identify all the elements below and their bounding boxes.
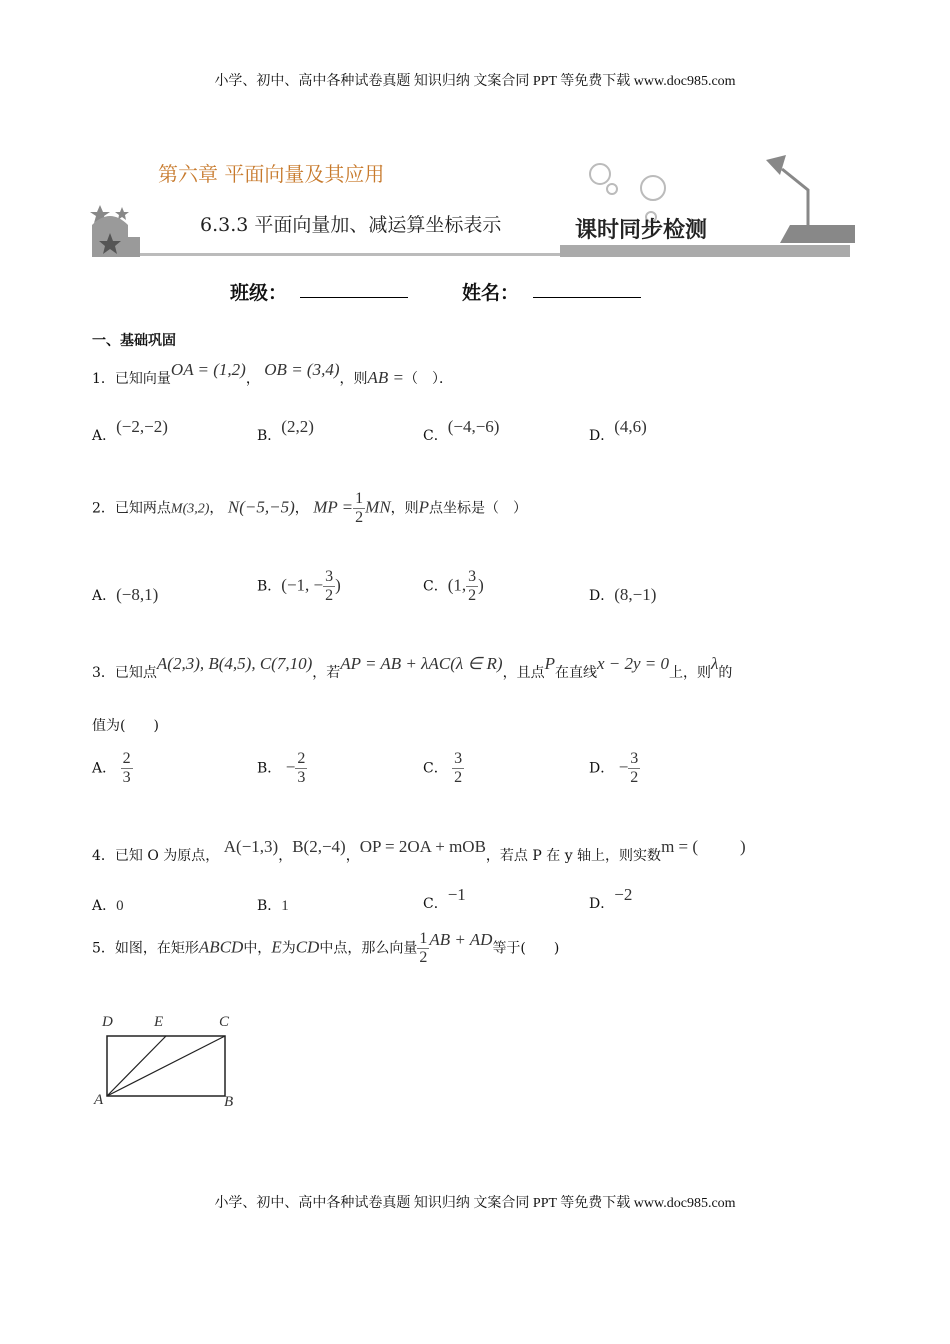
option-value: (2,2) [281, 417, 314, 436]
fraction [417, 930, 429, 967]
option-value: 0 [116, 898, 124, 914]
math: m = ( [661, 837, 699, 856]
math: AB + AD [429, 929, 493, 949]
q-text: ，则 [390, 500, 419, 517]
q-text: 4．已知 O 为原点， [92, 848, 220, 864]
numerator: 3 [325, 568, 334, 585]
question-3-line-2: 值为( ) [92, 718, 159, 734]
class-field[interactable] [300, 297, 408, 298]
q-text: 的 [718, 665, 733, 681]
q-text: ，且点 [502, 665, 545, 681]
name-label: 姓名： [462, 282, 520, 304]
option-value: (4,6) [614, 417, 647, 436]
q-text: ， [278, 848, 293, 864]
numerator: 1 [419, 930, 428, 947]
q-text: 2．已知两点 [92, 500, 171, 517]
q-text: 中点，那么向量 [319, 940, 418, 957]
option-value: −2 [614, 885, 633, 904]
option-label: C． [423, 428, 448, 444]
sign: − [618, 757, 629, 777]
q-text: 5．如图，在矩形 [92, 940, 199, 957]
badge-label: 课时同步检测 [575, 217, 708, 243]
fraction [452, 750, 464, 787]
label-d: D [102, 1014, 113, 1030]
q1-option-a[interactable] [92, 417, 168, 445]
label-a: A [94, 1092, 104, 1108]
q4-option-b[interactable] [257, 895, 289, 915]
q1-option-d[interactable] [589, 417, 647, 445]
q-text: ，则 [339, 371, 368, 387]
option-value: 1 [281, 898, 289, 914]
q-text: ，若点 P 在 y 轴上，则实数 [485, 848, 662, 864]
lamp-icon [766, 155, 786, 175]
question-2 [92, 490, 527, 527]
name-field[interactable] [533, 297, 641, 298]
q2-option-d[interactable] [589, 585, 656, 605]
option-label: C． [423, 896, 448, 912]
fraction [628, 750, 640, 787]
q-text: 点坐标是（ ） [429, 500, 528, 517]
label-c: C [219, 1014, 230, 1030]
math: OB = (3,4) [264, 360, 340, 379]
rectangle-figure [92, 1012, 242, 1112]
label-b: B [224, 1094, 234, 1110]
q4-option-a[interactable] [92, 895, 124, 915]
denominator: 3 [122, 769, 131, 786]
option-value: (8,−1) [614, 585, 657, 604]
fraction [121, 750, 133, 787]
fraction [466, 568, 478, 605]
math: AB = [367, 368, 404, 387]
option-value: (−8,1) [116, 585, 159, 604]
numerator: 3 [454, 750, 463, 767]
section-title: 6.3.3 平面向量加、减运算坐标表示 [200, 214, 502, 236]
class-label: 班级： [230, 282, 288, 304]
denominator: 2 [630, 769, 639, 786]
math: N(−5,−5) [227, 497, 295, 517]
fraction [353, 490, 365, 527]
question-5 [92, 930, 559, 967]
denominator: 2 [454, 769, 463, 786]
numerator: 3 [630, 750, 639, 767]
math: A(−1,3) [223, 837, 279, 856]
question-3 [92, 654, 733, 682]
option-label: C． [423, 760, 448, 777]
denominator: 2 [355, 509, 364, 526]
q-text: 中， [243, 940, 272, 957]
q-text: （ ）． [404, 371, 453, 387]
option-label: B． [257, 760, 282, 777]
q3-option-d[interactable] [589, 750, 640, 787]
option-label: B． [257, 428, 282, 444]
denominator: 3 [297, 769, 306, 786]
denominator: 2 [468, 587, 477, 604]
fraction [295, 750, 307, 787]
math: B(2,−4) [292, 837, 346, 856]
q-text: ， [345, 848, 360, 864]
math: E [271, 937, 282, 957]
q-text: 为 [281, 940, 296, 957]
option-label: D． [589, 428, 615, 444]
math: MP = [313, 497, 354, 517]
option-value: ) [335, 575, 341, 595]
option-label: A． [92, 428, 117, 444]
option-label: D． [589, 896, 615, 912]
q4-option-d[interactable] [589, 885, 633, 913]
option-label: A． [92, 588, 117, 604]
q4-option-c[interactable] [423, 885, 466, 913]
option-value: (−1, − [281, 575, 324, 595]
option-value: −1 [447, 885, 466, 904]
q1-option-c[interactable] [423, 417, 500, 445]
math: M(3,2) [170, 501, 210, 517]
numerator: 3 [468, 568, 477, 585]
q2-option-c[interactable] [423, 568, 484, 605]
q2-option-b[interactable] [257, 568, 341, 605]
math: ABCD [198, 937, 244, 957]
q-text: 1．已知向量 [92, 371, 171, 387]
math: P [544, 654, 555, 673]
option-label: D． [589, 760, 615, 777]
q2-option-a[interactable] [92, 585, 158, 605]
math: OA = (1,2) [170, 360, 246, 379]
math: λ [711, 654, 719, 673]
label-e: E [154, 1014, 164, 1030]
sign: − [285, 757, 296, 777]
numerator: 1 [355, 490, 364, 507]
math: P [418, 497, 430, 517]
question-1 [92, 360, 453, 388]
math: ) [740, 837, 746, 856]
numerator: 2 [122, 750, 131, 767]
q-text: 在直线 [554, 665, 597, 681]
q-text: 等于( ) [492, 940, 560, 957]
math: OP = 2OA + mOB [359, 837, 486, 856]
q1-option-b[interactable] [257, 417, 314, 445]
page-footer: 小学、初中、高中各种试卷真题 知识归纳 文案合同 PPT 等免费下载 www.doc985.com [214, 1196, 736, 1211]
math: A(2,3), B(4,5), C(7,10) [156, 654, 313, 673]
question-4 [92, 837, 746, 865]
option-value: (−2,−2) [116, 417, 168, 436]
option-value: ) [478, 575, 484, 595]
option-label: B． [257, 898, 282, 914]
option-label: D． [589, 588, 615, 604]
fraction [323, 568, 335, 605]
q-text: 3．已知点 [92, 665, 157, 681]
q-text: 上，则 [669, 665, 712, 681]
option-label: A． [92, 898, 117, 914]
q-text: ，若 [312, 665, 341, 681]
option-label: B． [257, 578, 282, 595]
option-value: (−4,−6) [447, 417, 500, 436]
q3-option-a[interactable] [92, 750, 133, 787]
option-value: (1, [447, 575, 467, 595]
math: CD [295, 937, 320, 957]
math: x − 2y = 0 [596, 654, 670, 673]
option-label: A． [92, 760, 117, 777]
denominator: 2 [325, 587, 334, 604]
math: AP = AB + λAC(λ ∈ R) [340, 654, 503, 673]
q-text: ， [209, 500, 224, 517]
section-heading: 一、基础巩固 [92, 333, 176, 349]
q-text: ， [245, 371, 260, 387]
page-header: 小学、初中、高中各种试卷真题 知识归纳 文案合同 PPT 等免费下载 www.doc985.com [214, 74, 736, 89]
q-text: ， [294, 500, 309, 517]
math: MN [365, 497, 391, 517]
chapter-title: 第六章 平面向量及其应用 [158, 162, 385, 186]
option-label: C． [423, 578, 448, 595]
numerator: 2 [297, 750, 306, 767]
denominator: 2 [419, 949, 428, 966]
q3-option-b[interactable] [257, 750, 307, 787]
q3-option-c[interactable] [423, 750, 464, 787]
